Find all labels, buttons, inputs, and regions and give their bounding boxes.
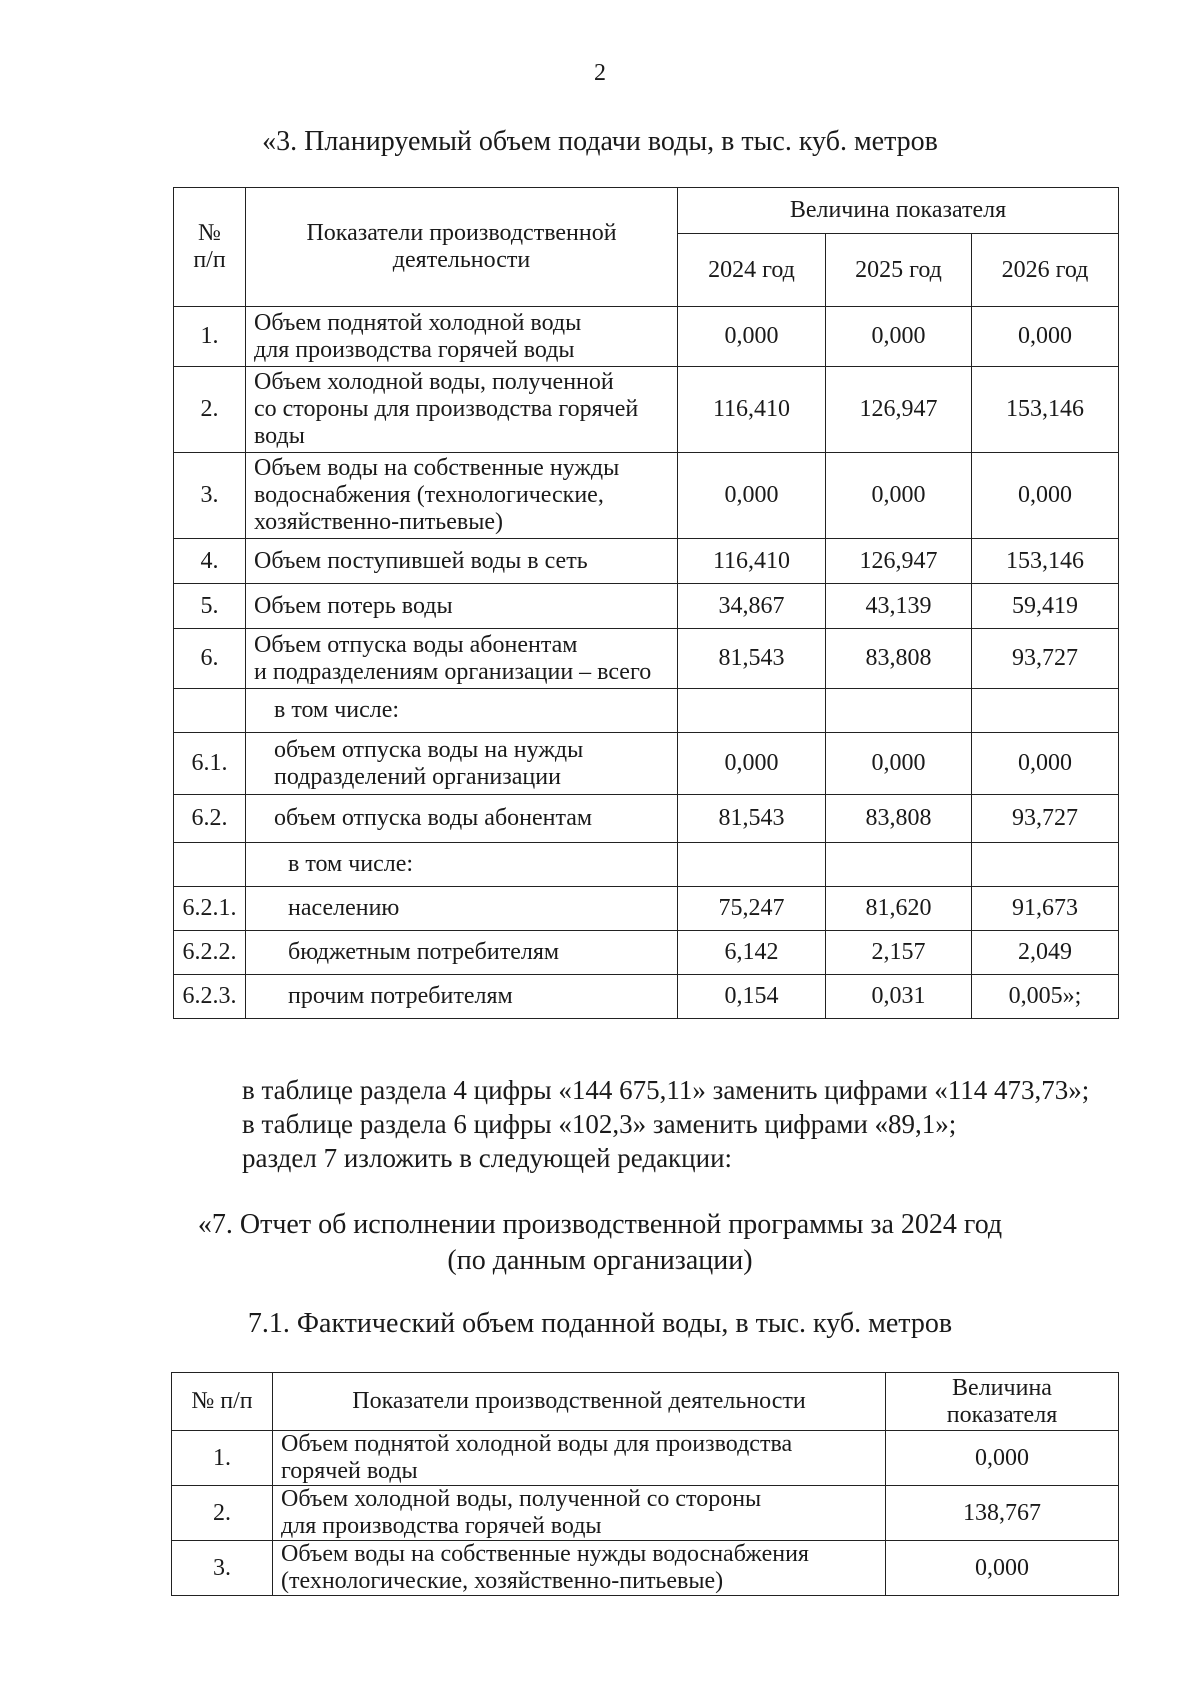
- section3-title: «3. Планируемый объем подачи воды, в тыс. куб. метров: [262, 126, 938, 157]
- table-row: [174, 795, 1119, 843]
- row-indicator: [246, 367, 678, 453]
- row-indicator: [246, 539, 678, 584]
- row-value: 138,767: [886, 1486, 1119, 1541]
- indicator-line: водоснабжения (технологические,: [254, 482, 604, 508]
- row-number: 1.: [172, 1431, 273, 1486]
- row-number: 6.2.: [174, 795, 246, 843]
- row-number: 6.2.3.: [174, 975, 246, 1019]
- row-number: 6.1.: [174, 733, 246, 795]
- indicator-line: Объем поднятой холодной воды: [254, 309, 582, 336]
- header-year: 2025 год: [826, 234, 972, 307]
- edit-line: раздел 7 изложить в следующей редакции:: [242, 1143, 733, 1173]
- table-row: [172, 1486, 1119, 1541]
- indicator-line: Объем потерь воды: [254, 592, 453, 619]
- row-value: 0,000: [678, 307, 826, 367]
- row-value: 0,154: [678, 975, 826, 1019]
- row-value: 34,867: [678, 584, 826, 629]
- row-value: 0,000: [826, 733, 972, 795]
- row-value: 0,000: [972, 733, 1119, 795]
- section7-title: «7. Отчет об исполнении производственной программы за 2024 год: [197, 1209, 1003, 1240]
- row-value: 126,947: [826, 367, 972, 453]
- row-value: 0,000: [886, 1431, 1119, 1486]
- indicator-line: населению: [288, 895, 400, 921]
- row-indicator: [273, 1431, 886, 1486]
- indicator-line: Объем воды на собственные нужды: [254, 455, 620, 481]
- row-value: 0,000: [826, 453, 972, 539]
- row-value: [972, 689, 1119, 733]
- table-row: [174, 887, 1119, 931]
- row-indicator: [246, 307, 678, 367]
- row-value: 0,000: [826, 307, 972, 367]
- row-value: 43,139: [826, 584, 972, 629]
- row-value: 2,049: [972, 931, 1119, 975]
- indicator-line: воды: [254, 423, 305, 449]
- row-indicator: [246, 733, 678, 795]
- indicator-line: объем отпуска воды на нужды: [274, 736, 584, 763]
- row-value: [826, 689, 972, 733]
- row-value: 0,005»;: [972, 975, 1119, 1019]
- row-indicator: [246, 689, 678, 733]
- row-value: 93,727: [972, 629, 1119, 689]
- row-number: [174, 689, 246, 733]
- row-indicator: [246, 975, 678, 1019]
- row-number: 4.: [174, 539, 246, 584]
- header-num: [174, 188, 246, 307]
- row-value: 0,000: [678, 733, 826, 795]
- row-value: [972, 843, 1119, 887]
- row-value: 0,000: [972, 307, 1119, 367]
- table-row: [172, 1431, 1119, 1486]
- row-value: 83,808: [826, 795, 972, 843]
- table-row: [174, 689, 1119, 733]
- row-indicator: [246, 843, 678, 887]
- row-number: 2.: [172, 1486, 273, 1541]
- table-row: [174, 843, 1119, 887]
- row-indicator: [273, 1541, 886, 1596]
- indicator-line: Объем отпуска воды абонентам: [254, 631, 578, 658]
- row-indicator: [246, 629, 678, 689]
- row-indicator: [246, 453, 678, 539]
- table-row: [172, 1541, 1119, 1596]
- row-value: 153,146: [972, 367, 1119, 453]
- row-value: [678, 843, 826, 887]
- header-value: [886, 1373, 1119, 1431]
- row-value: 116,410: [678, 367, 826, 453]
- row-value: 75,247: [678, 887, 826, 931]
- indicator-line: Объем воды на собственные нужды водоснабжения: [281, 1541, 809, 1567]
- table-row: [174, 307, 1119, 367]
- row-number: 6.2.1.: [174, 887, 246, 931]
- row-number: 3.: [172, 1541, 273, 1596]
- header-num: № п/п: [172, 1373, 273, 1431]
- indicator-line: хозяйственно-питьевые): [254, 509, 503, 535]
- planned-supply-table: [173, 187, 1119, 1019]
- row-value: 6,142: [678, 931, 826, 975]
- row-value: 0,000: [972, 453, 1119, 539]
- table-row: [174, 931, 1119, 975]
- row-indicator: [246, 931, 678, 975]
- header-year: 2024 год: [678, 234, 826, 307]
- table-row: [174, 453, 1119, 539]
- indicator-line: со стороны для производства горячей: [254, 396, 639, 422]
- row-value: 116,410: [678, 539, 826, 584]
- indicator-line: прочим потребителям: [288, 983, 513, 1009]
- row-value: 83,808: [826, 629, 972, 689]
- indicator-line: и подразделениям организации – всего: [254, 658, 652, 685]
- header-indicator: [246, 188, 678, 307]
- row-number: 3.: [174, 453, 246, 539]
- section7-subtitle: 7.1. Фактический объем поданной воды, в тыс. куб. метров: [247, 1308, 953, 1339]
- header-value-line: Величина: [952, 1374, 1052, 1401]
- edit-line: в таблице раздела 4 цифры «144 675,11» заменить цифрами «114 473,73»;: [242, 1075, 1090, 1105]
- row-indicator: [246, 584, 678, 629]
- indicator-line: подразделений организации: [274, 763, 561, 790]
- header-num-text: № п/п: [193, 220, 226, 273]
- indicator-line: бюджетным потребителям: [288, 939, 560, 965]
- table-row: [174, 539, 1119, 584]
- header-indicator: Показатели производственной деятельности: [273, 1373, 886, 1431]
- indicator-line: горячей воды: [281, 1458, 418, 1484]
- table-row: [174, 584, 1119, 629]
- row-value: 59,419: [972, 584, 1119, 629]
- actual-supply-table: [171, 1372, 1119, 1596]
- row-number: 1.: [174, 307, 246, 367]
- header-year: 2026 год: [972, 234, 1119, 307]
- row-number: 5.: [174, 584, 246, 629]
- indicator-line: объем отпуска воды абонентам: [274, 805, 593, 831]
- row-value: 81,620: [826, 887, 972, 931]
- row-value: 93,727: [972, 795, 1119, 843]
- row-indicator: [246, 795, 678, 843]
- row-indicator: [273, 1486, 886, 1541]
- section7-title-note: (по данным организации): [447, 1245, 753, 1276]
- indicator-line: Объем поднятой холодной воды для производства: [281, 1431, 793, 1457]
- table-row: [174, 367, 1119, 453]
- indicator-line: Объем холодной воды, полученной: [254, 369, 614, 395]
- indicator-line: для производства горячей воды: [254, 336, 575, 363]
- indicator-line: для производства горячей воды: [281, 1513, 602, 1539]
- row-value: 0,000: [678, 453, 826, 539]
- indicator-line: в том числе:: [288, 851, 414, 877]
- edit-line: в таблице раздела 6 цифры «102,3» заменить цифрами «89,1»;: [242, 1109, 957, 1139]
- row-value: 0,031: [826, 975, 972, 1019]
- indicator-line: Объем холодной воды, полученной со стороны: [281, 1486, 762, 1512]
- row-number: 6.: [174, 629, 246, 689]
- row-value: 81,543: [678, 795, 826, 843]
- row-value: 91,673: [972, 887, 1119, 931]
- table-row: [174, 733, 1119, 795]
- indicator-line: в том числе:: [274, 697, 400, 723]
- row-value: 126,947: [826, 539, 972, 584]
- header-value-line: показателя: [946, 1401, 1058, 1428]
- table-row: [174, 975, 1119, 1019]
- row-number: 6.2.2.: [174, 931, 246, 975]
- indicator-line: Объем поступившей воды в сеть: [254, 547, 588, 574]
- row-value: [678, 689, 826, 733]
- row-value: 153,146: [972, 539, 1119, 584]
- row-number: [174, 843, 246, 887]
- header-indicator-text: Показатели производственной деятельности: [306, 220, 617, 273]
- row-value: [826, 843, 972, 887]
- header-value-group: Величина показателя: [678, 188, 1119, 234]
- row-value: 81,543: [678, 629, 826, 689]
- page-number: 2: [594, 60, 606, 86]
- row-number: 2.: [174, 367, 246, 453]
- indicator-line: (технологические, хозяйственно-питьевые): [281, 1568, 724, 1594]
- row-indicator: [246, 887, 678, 931]
- table-row: [174, 629, 1119, 689]
- row-value: 0,000: [886, 1541, 1119, 1596]
- row-value: 2,157: [826, 931, 972, 975]
